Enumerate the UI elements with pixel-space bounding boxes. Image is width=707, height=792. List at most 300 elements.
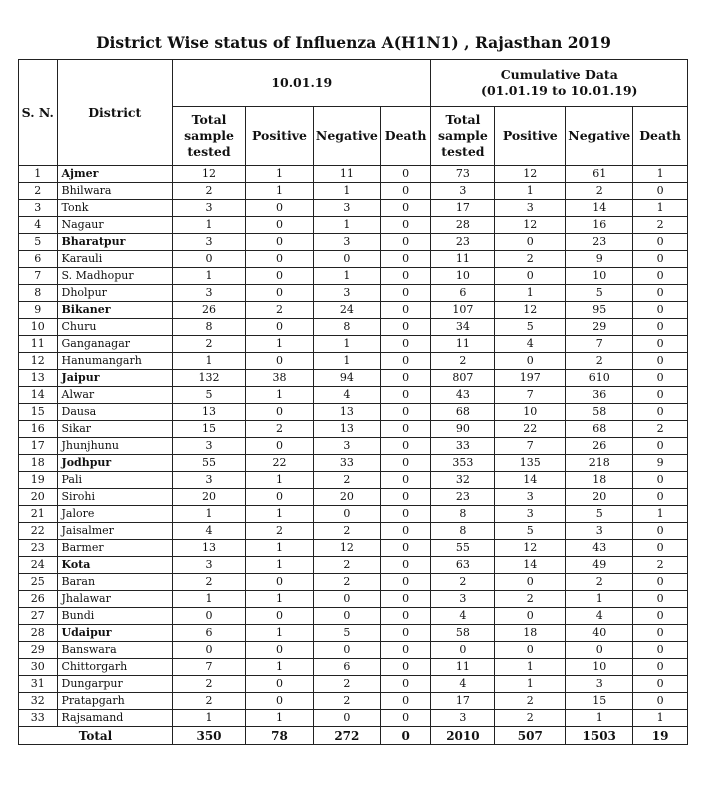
district-cell: Jaipur xyxy=(57,370,173,387)
day-positive-cell: 1 xyxy=(246,166,314,183)
table-row xyxy=(19,489,688,506)
cum-death-cell: 2 xyxy=(633,557,688,574)
day-death-cell: 0 xyxy=(380,608,431,625)
day-negative-cell: 8 xyxy=(313,319,380,336)
district-cell: Jhunjhunu xyxy=(57,438,173,455)
sn-cell: 22 xyxy=(19,523,58,540)
day-positive-header: Positive xyxy=(246,107,314,166)
cum-negative-cell: 2 xyxy=(566,353,633,370)
cum-negative-cell: 3 xyxy=(566,676,633,693)
table-row xyxy=(19,676,688,693)
cum-positive-cell: 7 xyxy=(495,387,566,404)
day-positive-cell: 1 xyxy=(246,659,314,676)
day-positive-total: 78 xyxy=(246,727,314,745)
cum-positive-cell: 0 xyxy=(495,268,566,285)
day-positive-cell: 0 xyxy=(246,319,314,336)
day-negative-header: Negative xyxy=(313,107,380,166)
day-positive-cell: 2 xyxy=(246,421,314,438)
cum-total-sample-cell: 34 xyxy=(431,319,495,336)
day-negative-cell: 6 xyxy=(313,659,380,676)
day-death-cell: 0 xyxy=(380,659,431,676)
cum-total-sample-cell: 17 xyxy=(431,200,495,217)
day-total-sample-cell: 1 xyxy=(173,506,246,523)
cum-total-sample-cell: 73 xyxy=(431,166,495,183)
cum-death-header: Death xyxy=(633,107,688,166)
cum-positive-cell: 4 xyxy=(495,336,566,353)
cum-negative-cell: 5 xyxy=(566,285,633,302)
sn-cell: 7 xyxy=(19,268,58,285)
day-death-cell: 0 xyxy=(380,166,431,183)
day-negative-cell: 4 xyxy=(313,387,380,404)
day-negative-cell: 94 xyxy=(313,370,380,387)
cum-negative-cell: 23 xyxy=(566,234,633,251)
table-row xyxy=(19,642,688,659)
sn-cell: 31 xyxy=(19,676,58,693)
cum-total-sample-cell: 11 xyxy=(431,251,495,268)
day-total-sample-cell: 1 xyxy=(173,710,246,727)
sn-cell: 26 xyxy=(19,591,58,608)
day-death-cell: 0 xyxy=(380,693,431,710)
day-negative-cell: 2 xyxy=(313,523,380,540)
day-death-cell: 0 xyxy=(380,251,431,268)
table-row xyxy=(19,200,688,217)
cum-total-sample-cell: 2 xyxy=(431,574,495,591)
district-cell: Hanumangarh xyxy=(57,353,173,370)
cum-death-cell: 0 xyxy=(633,676,688,693)
district-cell: Dausa xyxy=(57,404,173,421)
day-positive-cell: 1 xyxy=(246,506,314,523)
cum-positive-total: 507 xyxy=(495,727,566,745)
day-total-sample-cell: 4 xyxy=(173,523,246,540)
cum-positive-cell: 14 xyxy=(495,472,566,489)
cum-negative-cell: 36 xyxy=(566,387,633,404)
sn-cell: 18 xyxy=(19,455,58,472)
district-cell: S. Madhopur xyxy=(57,268,173,285)
cum-total-sample-cell: 2 xyxy=(431,353,495,370)
sn-cell: 20 xyxy=(19,489,58,506)
cum-death-cell: 0 xyxy=(633,302,688,319)
day-negative-cell: 1 xyxy=(313,217,380,234)
day-positive-cell: 0 xyxy=(246,608,314,625)
total-row xyxy=(19,727,688,745)
sn-header: S. N. xyxy=(19,60,58,166)
district-cell: Bharatpur xyxy=(57,234,173,251)
day-total-sample-cell: 12 xyxy=(173,166,246,183)
cum-positive-cell: 12 xyxy=(495,302,566,319)
day-death-cell: 0 xyxy=(380,336,431,353)
day-death-cell: 0 xyxy=(380,506,431,523)
cum-death-cell: 0 xyxy=(633,353,688,370)
cum-positive-cell: 1 xyxy=(495,285,566,302)
table-row xyxy=(19,234,688,251)
sn-cell: 4 xyxy=(19,217,58,234)
cum-negative-cell: 10 xyxy=(566,268,633,285)
cum-positive-cell: 0 xyxy=(495,608,566,625)
cum-total-sample-cell: 3 xyxy=(431,183,495,200)
cum-positive-cell: 1 xyxy=(495,183,566,200)
cum-total-sample-cell: 4 xyxy=(431,676,495,693)
table-row xyxy=(19,302,688,319)
cum-positive-cell: 7 xyxy=(495,438,566,455)
district-cell: Sirohi xyxy=(57,489,173,506)
cum-death-cell: 0 xyxy=(633,336,688,353)
sn-cell: 8 xyxy=(19,285,58,302)
day-positive-cell: 1 xyxy=(246,472,314,489)
sn-cell: 1 xyxy=(19,166,58,183)
day-total-sample-cell: 1 xyxy=(173,591,246,608)
day-negative-cell: 3 xyxy=(313,200,380,217)
district-cell: Alwar xyxy=(57,387,173,404)
district-cell: Udaipur xyxy=(57,625,173,642)
day-total-sample-cell: 3 xyxy=(173,438,246,455)
district-cell: Dungarpur xyxy=(57,676,173,693)
cum-negative-cell: 26 xyxy=(566,438,633,455)
table-row xyxy=(19,370,688,387)
cum-positive-cell: 2 xyxy=(495,710,566,727)
district-cell: Ganganagar xyxy=(57,336,173,353)
table-row xyxy=(19,404,688,421)
cum-death-cell: 0 xyxy=(633,523,688,540)
district-cell: Rajsamand xyxy=(57,710,173,727)
cum-negative-cell: 68 xyxy=(566,421,633,438)
day-negative-cell: 11 xyxy=(313,166,380,183)
day-total-sample-cell: 2 xyxy=(173,183,246,200)
cum-total-sample-header: Total sample tested xyxy=(431,107,495,166)
cum-total-sample-cell: 33 xyxy=(431,438,495,455)
day-negative-cell: 2 xyxy=(313,693,380,710)
cum-total-sample-cell: 28 xyxy=(431,217,495,234)
table-row xyxy=(19,183,688,200)
cum-total-sample-cell: 11 xyxy=(431,336,495,353)
cum-positive-cell: 5 xyxy=(495,523,566,540)
cum-death-cell: 0 xyxy=(633,608,688,625)
day-positive-cell: 0 xyxy=(246,642,314,659)
sn-cell: 21 xyxy=(19,506,58,523)
cumulative-group-header xyxy=(431,60,688,107)
cum-negative-cell: 610 xyxy=(566,370,633,387)
cum-death-cell: 0 xyxy=(633,438,688,455)
cum-death-cell: 0 xyxy=(633,285,688,302)
cum-negative-cell: 2 xyxy=(566,183,633,200)
cum-positive-cell: 1 xyxy=(495,659,566,676)
sn-cell: 27 xyxy=(19,608,58,625)
day-total-sample-cell: 1 xyxy=(173,217,246,234)
day-positive-cell: 2 xyxy=(246,523,314,540)
cum-total-sample-cell: 353 xyxy=(431,455,495,472)
sn-cell: 10 xyxy=(19,319,58,336)
cum-negative-cell: 1 xyxy=(566,591,633,608)
day-total-sample-cell: 8 xyxy=(173,319,246,336)
cum-negative-cell: 1 xyxy=(566,710,633,727)
day-total-sample-header: Total sample tested xyxy=(173,107,246,166)
district-cell: Dholpur xyxy=(57,285,173,302)
cum-total-sample-cell: 10 xyxy=(431,268,495,285)
cum-death-cell: 0 xyxy=(633,693,688,710)
district-cell: Pratapgarh xyxy=(57,693,173,710)
table-row xyxy=(19,387,688,404)
day-total-sample-cell: 2 xyxy=(173,676,246,693)
sn-cell: 5 xyxy=(19,234,58,251)
day-total-sample-cell: 20 xyxy=(173,489,246,506)
cum-negative-cell: 29 xyxy=(566,319,633,336)
cum-positive-cell: 0 xyxy=(495,353,566,370)
table-row xyxy=(19,285,688,302)
cum-negative-cell: 43 xyxy=(566,540,633,557)
sn-cell: 14 xyxy=(19,387,58,404)
cum-negative-cell: 40 xyxy=(566,625,633,642)
cum-positive-cell: 18 xyxy=(495,625,566,642)
district-cell: Tonk xyxy=(57,200,173,217)
table-row xyxy=(19,659,688,676)
cum-total-sample-cell: 43 xyxy=(431,387,495,404)
cum-positive-cell: 22 xyxy=(495,421,566,438)
day-total-sample-cell: 3 xyxy=(173,200,246,217)
day-death-cell: 0 xyxy=(380,302,431,319)
cum-positive-cell: 0 xyxy=(495,642,566,659)
sn-cell: 6 xyxy=(19,251,58,268)
cum-negative-total: 1503 xyxy=(566,727,633,745)
cum-death-cell: 0 xyxy=(633,319,688,336)
cum-positive-cell: 0 xyxy=(495,574,566,591)
day-death-cell: 0 xyxy=(380,319,431,336)
day-total-sample-cell: 2 xyxy=(173,574,246,591)
day-positive-cell: 0 xyxy=(246,676,314,693)
district-cell: Barmer xyxy=(57,540,173,557)
day-death-cell: 0 xyxy=(380,625,431,642)
day-positive-cell: 1 xyxy=(246,557,314,574)
table-row xyxy=(19,506,688,523)
sn-cell: 15 xyxy=(19,404,58,421)
cum-death-cell: 0 xyxy=(633,489,688,506)
cum-total-sample-cell: 8 xyxy=(431,506,495,523)
cum-negative-cell: 95 xyxy=(566,302,633,319)
cum-positive-cell: 3 xyxy=(495,489,566,506)
cum-positive-cell: 2 xyxy=(495,251,566,268)
cum-death-cell: 0 xyxy=(633,183,688,200)
cum-positive-cell: 14 xyxy=(495,557,566,574)
cum-death-cell: 0 xyxy=(633,251,688,268)
day-death-cell: 0 xyxy=(380,285,431,302)
sn-cell: 17 xyxy=(19,438,58,455)
district-cell: Bhilwara xyxy=(57,183,173,200)
day-negative-cell: 3 xyxy=(313,234,380,251)
day-positive-cell: 0 xyxy=(246,251,314,268)
cum-positive-cell: 12 xyxy=(495,217,566,234)
district-cell: Pali xyxy=(57,472,173,489)
table-row xyxy=(19,268,688,285)
day-positive-cell: 0 xyxy=(246,353,314,370)
cum-death-cell: 2 xyxy=(633,217,688,234)
day-negative-cell: 1 xyxy=(313,353,380,370)
cum-death-cell: 1 xyxy=(633,710,688,727)
day-positive-cell: 0 xyxy=(246,438,314,455)
day-negative-cell: 13 xyxy=(313,404,380,421)
table-row xyxy=(19,455,688,472)
day-positive-cell: 1 xyxy=(246,710,314,727)
cum-total-sample-cell: 23 xyxy=(431,489,495,506)
day-total-sample-cell: 3 xyxy=(173,285,246,302)
day-negative-cell: 0 xyxy=(313,591,380,608)
day-negative-cell: 20 xyxy=(313,489,380,506)
sn-cell: 32 xyxy=(19,693,58,710)
cum-positive-cell: 5 xyxy=(495,319,566,336)
cum-total-sample-cell: 6 xyxy=(431,285,495,302)
day-total-sample-cell: 13 xyxy=(173,404,246,421)
day-negative-cell: 2 xyxy=(313,574,380,591)
cum-death-cell: 0 xyxy=(633,472,688,489)
day-death-cell: 0 xyxy=(380,472,431,489)
cum-negative-cell: 0 xyxy=(566,642,633,659)
cum-total-sample-cell: 58 xyxy=(431,625,495,642)
table-row xyxy=(19,319,688,336)
cum-death-cell: 0 xyxy=(633,234,688,251)
cum-total-sample-cell: 4 xyxy=(431,608,495,625)
table-row xyxy=(19,574,688,591)
day-death-cell: 0 xyxy=(380,234,431,251)
table-row xyxy=(19,540,688,557)
day-total-sample-cell: 132 xyxy=(173,370,246,387)
cum-total-sample-cell: 0 xyxy=(431,642,495,659)
day-positive-cell: 0 xyxy=(246,285,314,302)
cum-negative-cell: 18 xyxy=(566,472,633,489)
day-positive-cell: 0 xyxy=(246,574,314,591)
day-negative-cell: 1 xyxy=(313,336,380,353)
table-row xyxy=(19,591,688,608)
sn-cell: 12 xyxy=(19,353,58,370)
day-negative-cell: 1 xyxy=(313,268,380,285)
h1n1-status-table xyxy=(18,59,688,745)
day-total-sample-cell: 3 xyxy=(173,557,246,574)
sn-cell: 11 xyxy=(19,336,58,353)
day-total-sample-cell: 3 xyxy=(173,234,246,251)
day-death-cell: 0 xyxy=(380,353,431,370)
table-body xyxy=(19,166,688,745)
table-row xyxy=(19,710,688,727)
district-cell: Bundi xyxy=(57,608,173,625)
cum-negative-cell: 14 xyxy=(566,200,633,217)
date-group-header: 10.01.19 xyxy=(173,60,431,107)
day-negative-cell: 2 xyxy=(313,676,380,693)
cum-negative-cell: 61 xyxy=(566,166,633,183)
day-negative-cell: 33 xyxy=(313,455,380,472)
sn-cell: 16 xyxy=(19,421,58,438)
day-negative-cell: 0 xyxy=(313,710,380,727)
day-death-cell: 0 xyxy=(380,200,431,217)
day-negative-cell: 5 xyxy=(313,625,380,642)
cum-total-sample-total: 2010 xyxy=(431,727,495,745)
cum-negative-cell: 218 xyxy=(566,455,633,472)
district-cell: Karauli xyxy=(57,251,173,268)
district-cell: Churu xyxy=(57,319,173,336)
day-positive-cell: 0 xyxy=(246,489,314,506)
cum-death-cell: 0 xyxy=(633,370,688,387)
cum-death-cell: 0 xyxy=(633,404,688,421)
day-positive-cell: 1 xyxy=(246,625,314,642)
day-negative-cell: 13 xyxy=(313,421,380,438)
cum-negative-header: Negative xyxy=(566,107,633,166)
day-total-sample-cell: 13 xyxy=(173,540,246,557)
day-death-cell: 0 xyxy=(380,404,431,421)
day-positive-cell: 1 xyxy=(246,183,314,200)
sn-cell: 28 xyxy=(19,625,58,642)
cum-negative-cell: 20 xyxy=(566,489,633,506)
district-cell: Baran xyxy=(57,574,173,591)
day-negative-cell: 3 xyxy=(313,438,380,455)
day-death-cell: 0 xyxy=(380,574,431,591)
day-total-sample-cell: 1 xyxy=(173,353,246,370)
day-negative-total: 272 xyxy=(313,727,380,745)
sn-cell: 25 xyxy=(19,574,58,591)
day-positive-cell: 0 xyxy=(246,404,314,421)
day-death-cell: 0 xyxy=(380,523,431,540)
day-death-cell: 0 xyxy=(380,455,431,472)
cum-positive-header: Positive xyxy=(495,107,566,166)
cum-positive-cell: 3 xyxy=(495,506,566,523)
cum-positive-cell: 3 xyxy=(495,200,566,217)
day-negative-cell: 24 xyxy=(313,302,380,319)
day-total-sample-cell: 5 xyxy=(173,387,246,404)
day-death-cell: 0 xyxy=(380,591,431,608)
cum-death-cell: 2 xyxy=(633,421,688,438)
day-death-cell: 0 xyxy=(380,421,431,438)
day-negative-cell: 2 xyxy=(313,557,380,574)
day-positive-cell: 0 xyxy=(246,217,314,234)
total-label: Total xyxy=(19,727,173,745)
day-negative-cell: 0 xyxy=(313,251,380,268)
day-total-sample-cell: 2 xyxy=(173,693,246,710)
district-cell: Jalore xyxy=(57,506,173,523)
day-death-total: 0 xyxy=(380,727,431,745)
day-positive-cell: 0 xyxy=(246,200,314,217)
sn-cell: 9 xyxy=(19,302,58,319)
page-title: District Wise status of Influenza A(H1N1) , Rajasthan 2019 xyxy=(96,33,611,52)
cum-total-sample-cell: 3 xyxy=(431,710,495,727)
cum-death-cell: 0 xyxy=(633,387,688,404)
cum-total-sample-cell: 807 xyxy=(431,370,495,387)
table-row xyxy=(19,353,688,370)
cum-death-cell: 0 xyxy=(633,540,688,557)
table-row xyxy=(19,336,688,353)
day-total-sample-total: 350 xyxy=(173,727,246,745)
cum-positive-cell: 10 xyxy=(495,404,566,421)
district-cell: Jodhpur xyxy=(57,455,173,472)
day-positive-cell: 38 xyxy=(246,370,314,387)
day-death-header: Death xyxy=(380,107,431,166)
day-negative-cell: 2 xyxy=(313,472,380,489)
cum-positive-cell: 2 xyxy=(495,591,566,608)
cum-death-cell: 1 xyxy=(633,200,688,217)
day-positive-cell: 1 xyxy=(246,591,314,608)
day-negative-cell: 0 xyxy=(313,642,380,659)
district-cell: Jhalawar xyxy=(57,591,173,608)
district-cell: Bikaner xyxy=(57,302,173,319)
district-cell: Nagaur xyxy=(57,217,173,234)
cum-negative-cell: 58 xyxy=(566,404,633,421)
sn-cell: 23 xyxy=(19,540,58,557)
district-cell: Banswara xyxy=(57,642,173,659)
district-header: District xyxy=(57,60,173,166)
day-negative-cell: 0 xyxy=(313,608,380,625)
cum-death-cell: 9 xyxy=(633,455,688,472)
day-total-sample-cell: 6 xyxy=(173,625,246,642)
cum-positive-cell: 1 xyxy=(495,676,566,693)
sn-cell: 3 xyxy=(19,200,58,217)
cumulative-group-line1: Cumulative Data xyxy=(500,67,618,82)
sn-cell: 24 xyxy=(19,557,58,574)
table-row xyxy=(19,472,688,489)
cum-total-sample-cell: 107 xyxy=(431,302,495,319)
cum-positive-cell: 0 xyxy=(495,234,566,251)
